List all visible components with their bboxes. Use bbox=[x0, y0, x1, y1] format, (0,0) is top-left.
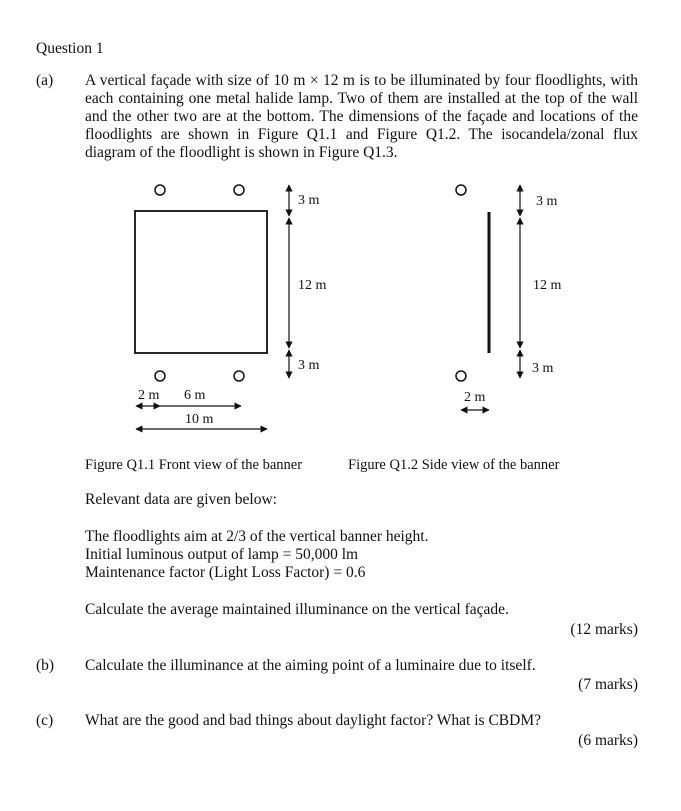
floodlight-top-right bbox=[234, 185, 244, 195]
side-dim-height-label: 12 m bbox=[533, 278, 562, 293]
side-view-figure bbox=[456, 185, 562, 410]
part-b-marks: (7 marks) bbox=[578, 676, 638, 693]
front-dim-bottom-label: 3 m bbox=[298, 358, 320, 373]
part-a-marks: (12 marks) bbox=[570, 621, 638, 638]
figure-side-caption: Figure Q1.2 Side view of the banner bbox=[348, 457, 560, 473]
data-line-aim: The floodlights aim at 2/3 of the vertical banner height. bbox=[85, 528, 429, 545]
data-line-lumen: Initial luminous output of lamp = 50,000 lm bbox=[85, 546, 359, 563]
side-floodlight-top bbox=[456, 185, 466, 195]
part-b-text: Calculate the illuminance at the aiming point of a luminaire due to itself. bbox=[85, 657, 536, 674]
figure-front-caption: Figure Q1.1 Front view of the banner bbox=[85, 457, 303, 473]
side-dim-bottom-label: 3 m bbox=[532, 361, 554, 376]
question-title: Question 1 bbox=[36, 40, 104, 57]
part-c-marks: (6 marks) bbox=[578, 732, 638, 749]
floodlight-bottom-left bbox=[155, 371, 165, 381]
floodlight-top-left bbox=[155, 185, 165, 195]
side-dim-offset-label: 2 m bbox=[464, 390, 486, 405]
side-floodlight-bottom bbox=[456, 371, 466, 381]
part-a-label: (a) bbox=[36, 72, 54, 89]
front-view-figure bbox=[135, 185, 327, 429]
front-dim-width-label: 10 m bbox=[185, 412, 214, 427]
front-dim-top-label: 3 m bbox=[298, 193, 320, 208]
front-dim-spacing-label: 6 m bbox=[184, 388, 206, 403]
part-a-intro: A vertical façade with size of 10 m × 12 m is to be illuminated by four floodlights, with each containing one metal halide lamp. Two of them are installed at the top of the wall and the other two are at the bottom. The dimensions of the façade and locations of the floodlights are shown in Figure Q1.1 and Figure Q1.2. The isocandela/zonal flux diagram of the floodlight is shown in Figure Q1.3. bbox=[85, 72, 638, 161]
front-dim-height-label: 12 m bbox=[298, 278, 327, 293]
part-a-task: Calculate the average maintained illuminance on the vertical façade. bbox=[85, 601, 509, 618]
front-dim-offset-label: 2 m bbox=[138, 388, 160, 403]
part-b-label: (b) bbox=[36, 657, 55, 674]
part-c-label: (c) bbox=[36, 712, 54, 729]
side-dim-top-label: 3 m bbox=[536, 194, 558, 209]
facade-rectangle bbox=[135, 211, 267, 353]
data-line-maintenance: Maintenance factor (Light Loss Factor) = 0.6 bbox=[85, 564, 366, 581]
part-c-text: What are the good and bad things about daylight factor? What is CBDM? bbox=[85, 712, 541, 729]
figures-diagram bbox=[0, 172, 681, 462]
floodlight-bottom-right bbox=[234, 371, 244, 381]
relevant-data-heading: Relevant data are given below: bbox=[85, 491, 277, 508]
